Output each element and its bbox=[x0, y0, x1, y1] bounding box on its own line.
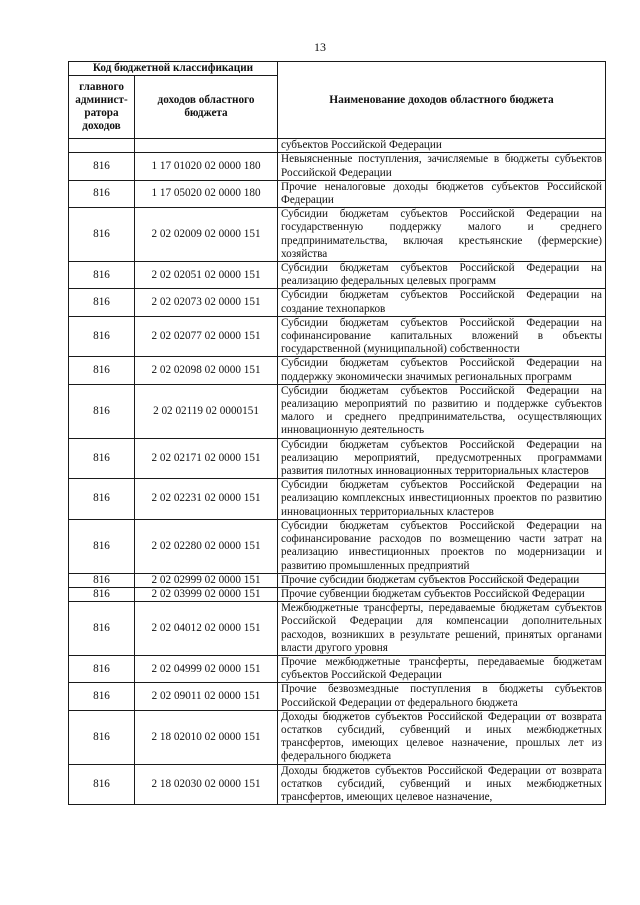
table-row bbox=[69, 683, 606, 710]
admin-code-cell: 816 bbox=[69, 587, 135, 601]
table-row bbox=[69, 764, 606, 805]
income-code-cell: 2 02 04012 02 0000 151 bbox=[135, 602, 278, 656]
admin-code-cell: 816 bbox=[69, 519, 135, 573]
income-code-cell: 1 17 05020 02 0000 180 bbox=[135, 180, 278, 207]
income-name-cell: Субсидии бюджетам субъектов Российской Федерации на софинансирование расходов по возмещению части затрат на реализацию инвестиционных проектов по модернизации и развитию промышленных предприятий bbox=[278, 519, 606, 573]
table-row bbox=[69, 262, 606, 289]
income-code-cell: 2 02 02009 02 0000 151 bbox=[135, 208, 278, 262]
table-row bbox=[69, 602, 606, 656]
header-budget-classification-code: Код бюджетной классификации bbox=[69, 62, 278, 76]
income-name-cell: Субсидии бюджетам субъектов Российской Федерации на государственную поддержку малого и среднего предпринимательства, включая крестьянские (фермерские) хозяйства bbox=[278, 208, 606, 262]
admin-code-cell: 816 bbox=[69, 357, 135, 384]
income-name-cell: Доходы бюджетов субъектов Российской Федерации от возврата остатков субсидий, субвенций и иных межбюджетных трансфертов, имеющих целевое назначение, bbox=[278, 764, 606, 805]
table-row bbox=[69, 573, 606, 587]
income-code-cell: 2 02 02077 02 0000 151 bbox=[135, 316, 278, 357]
income-code-cell: 2 02 02073 02 0000 151 bbox=[135, 289, 278, 316]
empty-cell bbox=[135, 139, 278, 153]
budget-classification-table bbox=[68, 61, 606, 805]
income-name-cell: Прочие субсидии бюджетам субъектов Российской Федерации bbox=[278, 573, 606, 587]
empty-cell bbox=[69, 139, 135, 153]
income-code-cell: 2 02 09011 02 0000 151 bbox=[135, 683, 278, 710]
income-name-cell: Прочие безвозмездные поступления в бюджеты субъектов Российской Федерации от федерального бюджета bbox=[278, 683, 606, 710]
income-name-cell: Субсидии бюджетам субъектов Российской Федерации на реализацию федеральных целевых программ bbox=[278, 262, 606, 289]
income-code-cell: 2 02 02119 02 0000151 bbox=[135, 384, 278, 438]
admin-code-cell: 816 bbox=[69, 764, 135, 805]
admin-code-cell: 816 bbox=[69, 655, 135, 682]
admin-code-cell: 816 bbox=[69, 180, 135, 207]
table-row bbox=[69, 289, 606, 316]
admin-code-cell: 816 bbox=[69, 316, 135, 357]
table-row bbox=[69, 587, 606, 601]
admin-code-cell: 816 bbox=[69, 289, 135, 316]
income-name-cell: Невыясненные поступления, зачисляемые в бюджеты субъектов Российской Федерации bbox=[278, 153, 606, 180]
income-code-cell: 2 02 02231 02 0000 151 bbox=[135, 479, 278, 520]
income-name-cell: Субсидии бюджетам субъектов Российской Федерации на реализацию мероприятий, предусмотренных программами развития пилотных инновационных территориальных кластеров bbox=[278, 438, 606, 479]
income-code-cell: 2 18 02030 02 0000 151 bbox=[135, 764, 278, 805]
income-name-cell: Субсидии бюджетам субъектов Российской Федерации на создание технопарков bbox=[278, 289, 606, 316]
table-body bbox=[69, 139, 606, 805]
admin-code-cell: 816 bbox=[69, 208, 135, 262]
income-code-cell: 2 02 03999 02 0000 151 bbox=[135, 587, 278, 601]
table-row bbox=[69, 479, 606, 520]
income-name-cell: Субсидии бюджетам субъектов Российской Федерации на софинансирование капитальных вложений в объекты государственной (муниципальной) собственности bbox=[278, 316, 606, 357]
admin-code-cell: 816 bbox=[69, 262, 135, 289]
income-name-cell: Прочие субвенции бюджетам субъектов Российской Федерации bbox=[278, 587, 606, 601]
income-code-cell: 2 02 02171 02 0000 151 bbox=[135, 438, 278, 479]
admin-code-cell: 816 bbox=[69, 479, 135, 520]
admin-code-cell: 816 bbox=[69, 683, 135, 710]
table-row bbox=[69, 208, 606, 262]
table-row bbox=[69, 438, 606, 479]
table-row bbox=[69, 357, 606, 384]
income-name-cell: Межбюджетные трансферты, передаваемые бюджетам субъектов Российской Федерации для компенсации дополнительных расходов, возникших в результате решений, принятых органами власти другого уровня bbox=[278, 602, 606, 656]
income-code-cell: 2 02 02999 02 0000 151 bbox=[135, 573, 278, 587]
income-name-cell: Субсидии бюджетам субъектов Российской Федерации на реализацию комплексных инвестиционных проектов по развитию инновационных территориальных кластеров bbox=[278, 479, 606, 520]
header-income-name: Наименование доходов областного бюджета bbox=[278, 62, 606, 139]
income-name-cell: Субсидии бюджетам субъектов Российской Федерации на реализацию мероприятий по развитию и поддержке субъектов малого и среднего предпринимательства, осуществляющих инновационную деятельность bbox=[278, 384, 606, 438]
header-regional-income: доходов областного бюджета bbox=[135, 76, 278, 139]
income-name-cell: Доходы бюджетов субъектов Российской Федерации от возврата остатков субсидий, субвенций и иных межбюджетных трансфертов, имеющих целевое назначение, прошлых лет из федерального бюджета bbox=[278, 710, 606, 764]
continuation-row bbox=[69, 139, 606, 153]
income-code-cell: 1 17 01020 02 0000 180 bbox=[135, 153, 278, 180]
admin-code-cell: 816 bbox=[69, 438, 135, 479]
table-row bbox=[69, 180, 606, 207]
income-code-cell: 2 02 02098 02 0000 151 bbox=[135, 357, 278, 384]
income-code-cell: 2 02 04999 02 0000 151 bbox=[135, 655, 278, 682]
admin-code-cell: 816 bbox=[69, 710, 135, 764]
table-row bbox=[69, 384, 606, 438]
income-name-cell: Прочие неналоговые доходы бюджетов субъектов Российской Федерации bbox=[278, 180, 606, 207]
income-code-cell: 2 18 02010 02 0000 151 bbox=[135, 710, 278, 764]
admin-code-cell: 816 bbox=[69, 384, 135, 438]
income-name-cell: Субсидии бюджетам субъектов Российской Федерации на поддержку экономически значимых региональных программ bbox=[278, 357, 606, 384]
table-row bbox=[69, 316, 606, 357]
table-row bbox=[69, 655, 606, 682]
table-row bbox=[69, 519, 606, 573]
admin-code-cell: 816 bbox=[69, 573, 135, 587]
table-row bbox=[69, 153, 606, 180]
table-row bbox=[69, 710, 606, 764]
income-code-cell: 2 02 02280 02 0000 151 bbox=[135, 519, 278, 573]
header-chief-administrator: главного админист-ратора доходов bbox=[69, 76, 135, 139]
page-number: 13 bbox=[314, 40, 326, 54]
income-name-cell: Прочие межбюджетные трансферты, передаваемые бюджетам субъектов Российской Федерации bbox=[278, 655, 606, 682]
admin-code-cell: 816 bbox=[69, 602, 135, 656]
income-code-cell: 2 02 02051 02 0000 151 bbox=[135, 262, 278, 289]
continuation-text: субъектов Российской Федерации bbox=[278, 139, 606, 153]
admin-code-cell: 816 bbox=[69, 153, 135, 180]
